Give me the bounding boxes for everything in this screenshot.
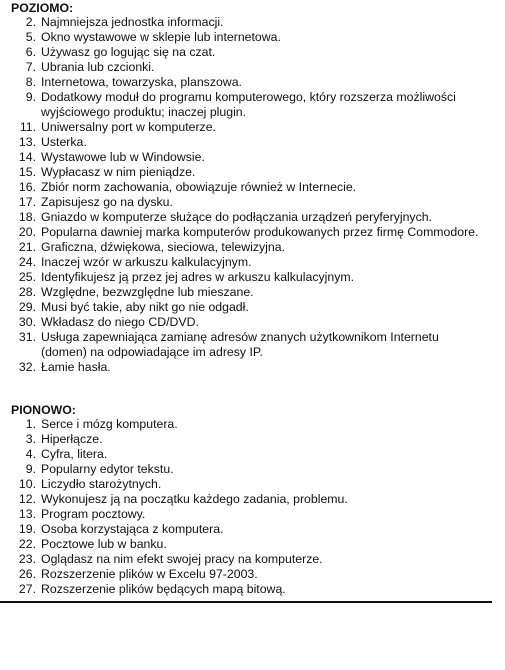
clue-text: Okno wystawowe w sklepie lub internetowa. — [41, 30, 281, 44]
clue-item — [0, 270, 490, 285]
clue-number: 12. — [18, 492, 36, 506]
clue-number: 21. — [18, 240, 36, 254]
clue-number: 3. — [25, 432, 36, 446]
clue-text: Pocztowe lub w banku. — [41, 537, 167, 551]
clue-item — [0, 360, 490, 375]
clue-text: Rozszerzenie plików będących mapą bitową. — [41, 582, 286, 596]
poziomo-heading: POZIOMO: — [11, 1, 74, 15]
clue-text: Rozszerzenie plików w Excelu 97-2003. — [41, 567, 258, 581]
clue-text: Popularna dawniej marka komputerów produkowanych przez firmę Commodore. — [41, 225, 479, 239]
clue-item — [0, 492, 490, 507]
clue-text: Serce i mózg komputera. — [41, 417, 178, 431]
bottom-divider — [0, 601, 492, 603]
pionowo-clue-list — [0, 417, 490, 597]
clue-number: 20. — [18, 225, 36, 239]
clue-item — [0, 180, 490, 195]
clue-text: Inaczej wzór w arkuszu kalkulacyjnym. — [41, 255, 252, 269]
clue-item — [0, 567, 490, 582]
clue-number: 28. — [18, 285, 36, 299]
clue-text: Cyfra, litera. — [41, 447, 108, 461]
pionowo-heading: PIONOWO: — [11, 403, 76, 417]
clue-item — [0, 507, 490, 522]
clue-text: Identyfikujesz ją przez jej adres w arkuszu kalkulacyjnym. — [41, 270, 355, 284]
clue-number: 17. — [18, 195, 36, 209]
clue-number: 11. — [19, 120, 36, 134]
clue-text: Uniwersalny port w komputerze. — [41, 120, 216, 134]
clue-text: Zbiór norm zachowania, obowiązuje również w Internecie. — [41, 180, 357, 194]
clue-item — [0, 537, 490, 552]
clue-number: 19. — [18, 522, 36, 536]
clue-text: Ubrania lub czcionki. — [41, 60, 155, 74]
clue-text: Musi być takie, aby nikt go nie odgadł. — [41, 300, 249, 314]
clue-number: 2. — [25, 15, 36, 29]
clue-text: Internetowa, towarzyska, planszowa. — [41, 75, 242, 89]
clue-number: 8. — [25, 75, 36, 89]
clue-number: 1. — [25, 417, 36, 431]
clue-item — [0, 30, 490, 45]
clue-text: Wkładasz do niego CD/DVD. — [41, 315, 199, 329]
clue-item — [0, 417, 490, 432]
clue-number: 14. — [18, 150, 36, 164]
clue-item — [0, 75, 490, 90]
clue-number: 29. — [18, 300, 36, 314]
clue-text: Najmniejsza jednostka informacji. — [41, 15, 224, 29]
clue-item — [0, 120, 490, 135]
clue-number: 9. — [25, 462, 36, 476]
clue-item — [0, 15, 490, 30]
clue-text: Graficzna, dźwiękowa, sieciowa, telewizyjna. — [41, 240, 285, 254]
clue-text: Dodatkowy moduł do programu komputerowego, który rozszerza możliwości wyjściowego produktu; inaczej plugin. — [41, 90, 456, 119]
clue-number: 13. — [18, 135, 36, 149]
clue-text: Używasz go logując się na czat. — [41, 45, 216, 59]
clue-item — [0, 90, 490, 120]
clue-item — [0, 432, 490, 447]
clue-item — [0, 150, 490, 165]
clue-item — [0, 195, 490, 210]
clue-item — [0, 165, 490, 180]
clue-item — [0, 240, 490, 255]
clue-number: 18. — [18, 210, 36, 224]
clue-number: 30. — [18, 315, 36, 329]
clue-item — [0, 552, 490, 567]
clue-item — [0, 477, 490, 492]
clue-text: Gniazdo w komputerze służące do podłączania urządzeń peryferyjnych. — [41, 210, 432, 224]
clue-number: 23. — [18, 552, 36, 566]
clue-number: 5. — [25, 30, 36, 44]
clue-item — [0, 315, 490, 330]
clue-text: Usługa zapewniająca zamianę adresów znanych użytkownikom Internetu (domen) na odpowiadające im adresy IP. — [41, 330, 439, 359]
clue-text: Liczydło starożytnych. — [41, 477, 162, 491]
clue-item — [0, 330, 490, 360]
clue-text: Wypłacasz w nim pieniądze. — [41, 165, 196, 179]
clue-number: 13. — [18, 507, 36, 521]
clue-text: Wystawowe lub w Windowsie. — [41, 150, 205, 164]
clue-text: Względne, bezwzględne lub mieszane. — [41, 285, 254, 299]
clue-number: 24. — [18, 255, 36, 269]
clue-item — [0, 255, 490, 270]
clue-number: 25. — [18, 270, 36, 284]
clue-number: 10. — [18, 477, 36, 491]
clue-item — [0, 210, 490, 225]
clue-text: Osoba korzystająca z komputera. — [41, 522, 224, 536]
clue-item — [0, 462, 490, 477]
clue-item — [0, 45, 490, 60]
clue-number: 26. — [18, 567, 36, 581]
clue-item — [0, 225, 490, 240]
clue-number: 32. — [18, 360, 36, 374]
clue-text: Usterka. — [41, 135, 87, 149]
clue-text: Łamie hasła. — [41, 360, 111, 374]
clue-item — [0, 60, 490, 75]
clue-number: 31. — [18, 330, 36, 344]
clue-number: 27. — [18, 582, 36, 596]
clue-number: 4. — [25, 447, 36, 461]
poziomo-clue-list — [0, 15, 490, 375]
clue-text: Hiperłącze. — [41, 432, 103, 446]
clue-number: 15. — [18, 165, 36, 179]
clue-item — [0, 447, 490, 462]
clue-number: 9. — [25, 90, 36, 104]
clue-text: Program pocztowy. — [41, 507, 146, 521]
clue-number: 16. — [18, 180, 36, 194]
clue-number: 7. — [25, 60, 36, 74]
clue-number: 22. — [18, 537, 36, 551]
clue-text: Wykonujesz ją na początku każdego zadania, problemu. — [41, 492, 348, 506]
clue-item — [0, 300, 490, 315]
clue-item — [0, 522, 490, 537]
clue-item — [0, 135, 490, 150]
clue-text: Popularny edytor tekstu. — [41, 462, 174, 476]
clue-text: Oglądasz na nim efekt swojej pracy na komputerze. — [41, 552, 323, 566]
clue-item — [0, 285, 490, 300]
clue-number: 6. — [25, 45, 36, 59]
clue-item — [0, 582, 490, 597]
clue-text: Zapisujesz go na dysku. — [41, 195, 173, 209]
